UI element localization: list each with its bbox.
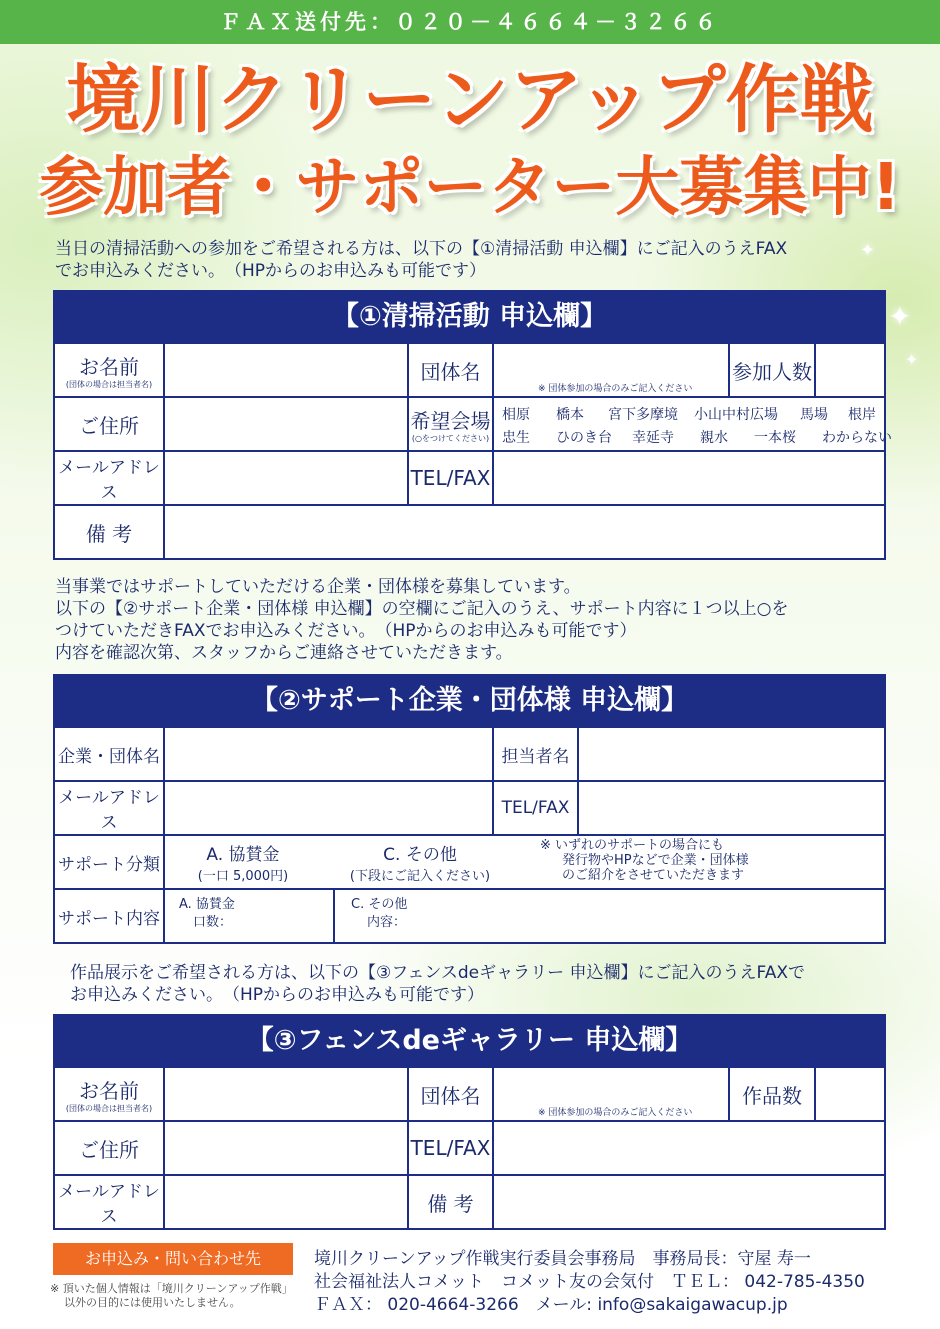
group-note: ※ 団体参加の場合のみご記入ください — [538, 384, 693, 394]
content-a-field[interactable]: A. 協賛金 口数： — [163, 890, 333, 942]
venue-option[interactable]: 一本桜 — [754, 430, 796, 446]
sparkle-icon: ✦ — [888, 300, 912, 333]
support-type-options — [163, 836, 888, 888]
name-label: お名前 (団体の場合は担当者名) — [65, 354, 153, 389]
remarks-field[interactable] — [492, 1176, 888, 1228]
mail-label: メールアドレス — [58, 458, 160, 503]
option-a[interactable]: A. 協賛金 (一口 5,000円) — [197, 845, 289, 884]
support-content-label: サポート内容 — [58, 908, 160, 929]
content-c-field[interactable]: C. その他 内容： — [333, 890, 888, 942]
tel-field[interactable] — [492, 1122, 888, 1174]
venue-option[interactable]: 橋本 — [556, 407, 584, 423]
intro-3-line2: お申込みください。 （HPからのお申込みも可能です） — [70, 985, 485, 1005]
venue-label: 希望会場 (○をつけてください) — [407, 398, 492, 450]
venue-option[interactable]: 親水 — [700, 430, 728, 446]
works-label: 作品数 — [728, 1068, 814, 1120]
venue-option[interactable]: 宮下多摩境 — [608, 407, 678, 423]
remarks-label: 備 考 — [85, 521, 133, 546]
venue-option[interactable]: 小山中村広場 — [694, 407, 778, 423]
group-label: 団体名 — [407, 344, 492, 396]
venue-option[interactable]: 忠生 — [502, 430, 530, 446]
fax-banner: ＦＡＸ送付先：０２０－４６６４－３２６６ — [0, 0, 940, 44]
company-field[interactable] — [163, 728, 492, 780]
support-type-label: サポート分類 — [58, 854, 160, 875]
gallery-form — [53, 1014, 886, 1230]
tel-field[interactable] — [492, 452, 888, 504]
office-tel: 社会福祉法人コメット コメット友の会気付 ＴＥＬ： 042-785-4350 — [314, 1272, 865, 1292]
name-label: お名前 (団体の場合は担当者名) — [65, 1078, 153, 1113]
main-title: 境川クリーンアップ作戦 — [66, 57, 874, 143]
intro-2-line3: つけていただきFAXでお申込みください。 （HPからのお申込みも可能です） — [55, 621, 637, 641]
contact-field[interactable] — [577, 728, 888, 780]
name-field[interactable] — [163, 1068, 407, 1120]
count-label: 参加人数 — [728, 344, 814, 396]
gallery-form-heading: 【③フェンスdeギャラリー 申込欄】 — [55, 1016, 884, 1066]
intro-3-line1: 作品展示をご希望される方は、以下の【③フェンスdeギャラリー 申込欄】にご記入のうえFAXで — [70, 963, 806, 983]
venue-option[interactable]: 相原 — [502, 407, 530, 423]
address-field[interactable] — [163, 398, 407, 450]
cleanup-form-heading: 【①清掃活動 申込欄】 — [55, 292, 884, 342]
office-fax-mail: ＦＡＸ： 020-4664-3266 メール: info@sakaigawacup.jp — [314, 1295, 788, 1315]
support-form-heading: 【②サポート企業・団体様 申込欄】 — [55, 676, 884, 726]
mail-field[interactable] — [163, 1176, 407, 1228]
support-note: ※ いずれのサポートの場合にも 発行物やHPなどで企業・団体様 のご紹介をさせていただきます — [540, 838, 749, 883]
contact-label: 担当者名 — [492, 728, 577, 780]
address-label: ご住所 — [79, 1137, 139, 1162]
intro-2-line4: 内容を確認次第、スタッフからご連絡させていただきます。 — [55, 643, 513, 663]
contact-badge: お申込み・問い合わせ先 — [53, 1243, 293, 1275]
cleanup-form — [53, 290, 892, 560]
sparkle-icon: ✦ — [905, 350, 919, 369]
option-c[interactable]: C. その他 (下段にご記入ください) — [349, 845, 491, 884]
tel-field[interactable] — [577, 782, 888, 834]
venue-option[interactable]: ひのき台 — [556, 430, 612, 446]
sparkle-icon: ✦ — [860, 240, 876, 261]
works-field[interactable] — [814, 1068, 888, 1120]
group-note: ※ 団体参加の場合のみご記入ください — [538, 1108, 693, 1118]
group-field[interactable] — [492, 344, 728, 396]
venue-option[interactable]: 幸延寺 — [632, 430, 674, 446]
tel-label: TEL/FAX — [407, 452, 492, 504]
intro-1-line1: 当日の清掃活動への参加をご希望される方は、以下の【①清掃活動 申込欄】にご記入のうえFAX — [55, 239, 788, 259]
count-field[interactable] — [814, 344, 888, 396]
address-label: ご住所 — [79, 413, 139, 438]
venue-options[interactable] — [492, 398, 892, 450]
tel-label: TEL/FAX — [492, 782, 577, 834]
remarks-label: 備 考 — [407, 1176, 492, 1228]
support-form — [53, 674, 886, 944]
venue-option[interactable]: 馬場 — [800, 407, 828, 423]
sub-title: 参加者・サポーター大募集中! — [39, 151, 901, 225]
intro-2-line2: 以下の【②サポート企業・団体様 申込欄】の空欄にご記入のうえ、サポート内容に１つ以上○を — [55, 599, 789, 619]
name-field[interactable] — [163, 344, 407, 396]
address-field[interactable] — [163, 1122, 407, 1174]
group-label: 団体名 — [407, 1068, 492, 1120]
company-label: 企業・団体名 — [58, 746, 160, 767]
venue-option[interactable]: わからない — [822, 430, 892, 446]
mail-field[interactable] — [163, 782, 492, 834]
intro-1-line2: でお申込みください。 （HPからのお申込みも可能です） — [55, 261, 487, 281]
group-field[interactable] — [492, 1068, 728, 1120]
tel-label: TEL/FAX — [407, 1122, 492, 1174]
privacy-note: ※ 頂いた個人情報は「境川クリーンアップ作戦」 以外の目的には使用いたしません。 — [50, 1282, 293, 1309]
office-info: 境川クリーンアップ作戦実行委員会事務局 事務局長：守屋 寿一 — [314, 1249, 811, 1269]
mail-field[interactable] — [163, 452, 407, 504]
mail-label: メールアドレス — [58, 788, 160, 833]
remarks-field[interactable] — [163, 506, 888, 558]
mail-label: メールアドレス — [58, 1182, 160, 1227]
intro-2-line1: 当事業ではサポートしていただける企業・団体様を募集しています。 — [55, 577, 581, 597]
venue-option[interactable]: 根岸 — [848, 407, 876, 423]
